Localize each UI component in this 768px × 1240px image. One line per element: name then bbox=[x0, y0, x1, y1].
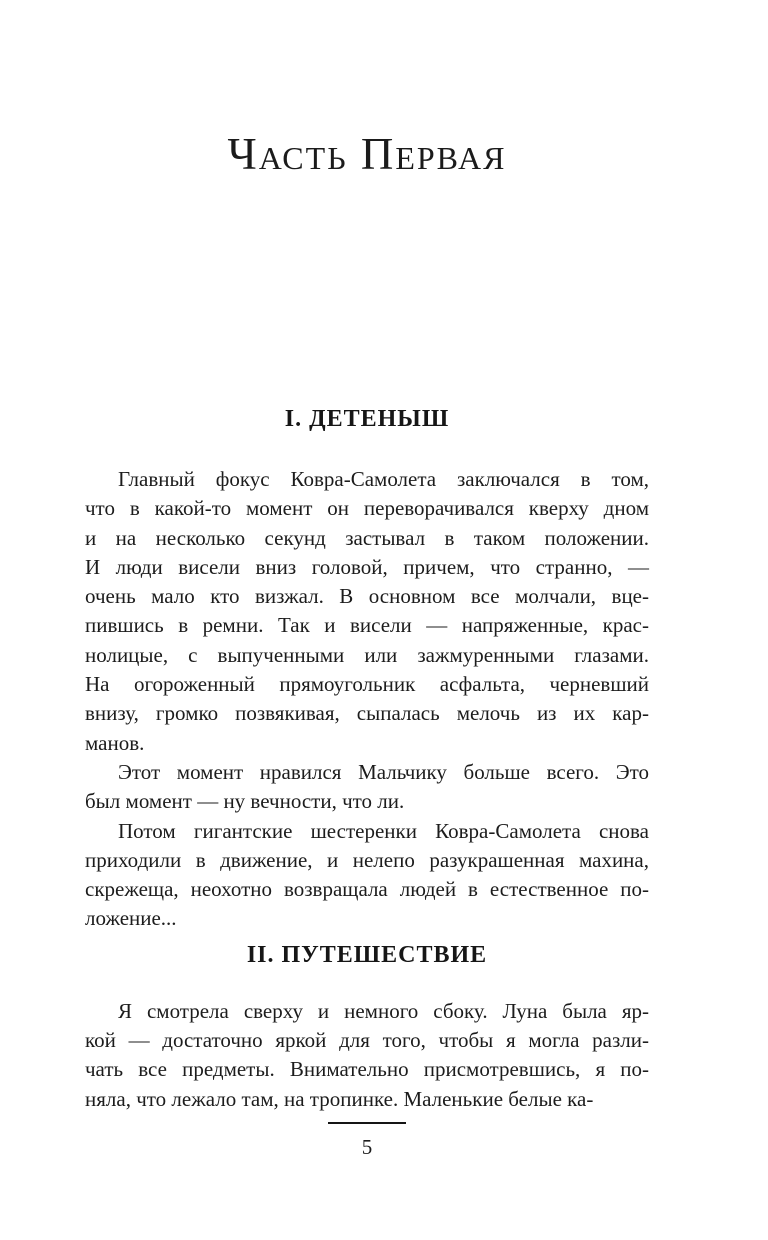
paragraph bbox=[85, 997, 649, 1114]
paragraph bbox=[85, 465, 649, 758]
text-line: и на несколько секунд застывал в таком положении. bbox=[85, 525, 649, 550]
text-line: ложение... bbox=[85, 906, 177, 931]
sections-container bbox=[85, 404, 649, 1114]
text-line: няла, что лежало там, на тропинке. Маленькие белые ка- bbox=[85, 1086, 594, 1111]
part-title: Часть Первая bbox=[227, 129, 507, 179]
page-number: 5 bbox=[361, 1135, 373, 1159]
text-line: приходили в движение, и нелепо разукрашенная махина, bbox=[85, 847, 649, 872]
text-line: Этот момент нравился Мальчику больше всего. Это bbox=[118, 759, 649, 784]
text-line: был момент — ну вечности, что ли. bbox=[85, 789, 405, 814]
paragraph bbox=[85, 758, 649, 817]
text-line: нолицые, с выпученными или зажмуренными глазами. bbox=[85, 642, 649, 667]
text-line: внизу, громко позвякивая, сыпалась мелочь из их кар- bbox=[85, 701, 649, 726]
text-line: очень мало кто визжал. В основном все молчали, вце- bbox=[85, 584, 649, 609]
text-line: Потом гигантские шестеренки Ковра-Самолета снова bbox=[118, 818, 649, 843]
chapter-section bbox=[85, 940, 649, 1114]
paragraph-block bbox=[85, 997, 649, 1114]
text-line: пившись в ремни. Так и висели — напряженные, крас- bbox=[85, 613, 649, 638]
text-line: чать все предметы. Внимательно присмотревшись, я по- bbox=[85, 1057, 649, 1082]
paragraph bbox=[85, 817, 649, 934]
footer-rule bbox=[328, 1122, 406, 1124]
text-line: Я смотрела сверху и немного сбоку. Луна была яр- bbox=[118, 998, 649, 1023]
page-content bbox=[85, 0, 649, 1114]
page-footer bbox=[85, 1122, 649, 1160]
chapter-heading: I. ДЕТЕНЫШ bbox=[284, 406, 450, 432]
text-line: И люди висели вниз головой, причем, что странно, — bbox=[85, 554, 649, 579]
chapter-section bbox=[85, 404, 649, 934]
chapter-heading: II. ПУТЕШЕСТВИЕ bbox=[246, 941, 488, 968]
text-line: что в какой-то момент он переворачивался кверху дном bbox=[85, 496, 649, 521]
text-line: скрежеща, неохотно возвращала людей в естественное по- bbox=[85, 877, 649, 902]
text-line: На огороженный прямоугольник асфальта, черневший bbox=[85, 672, 649, 697]
text-line: Главный фокус Ковра-Самолета заключался в том, bbox=[118, 467, 649, 491]
paragraph-block bbox=[85, 465, 649, 934]
text-line: кой — достаточно яркой для того, чтобы я могла разли- bbox=[85, 1028, 649, 1053]
text-line: манов. bbox=[85, 730, 145, 755]
